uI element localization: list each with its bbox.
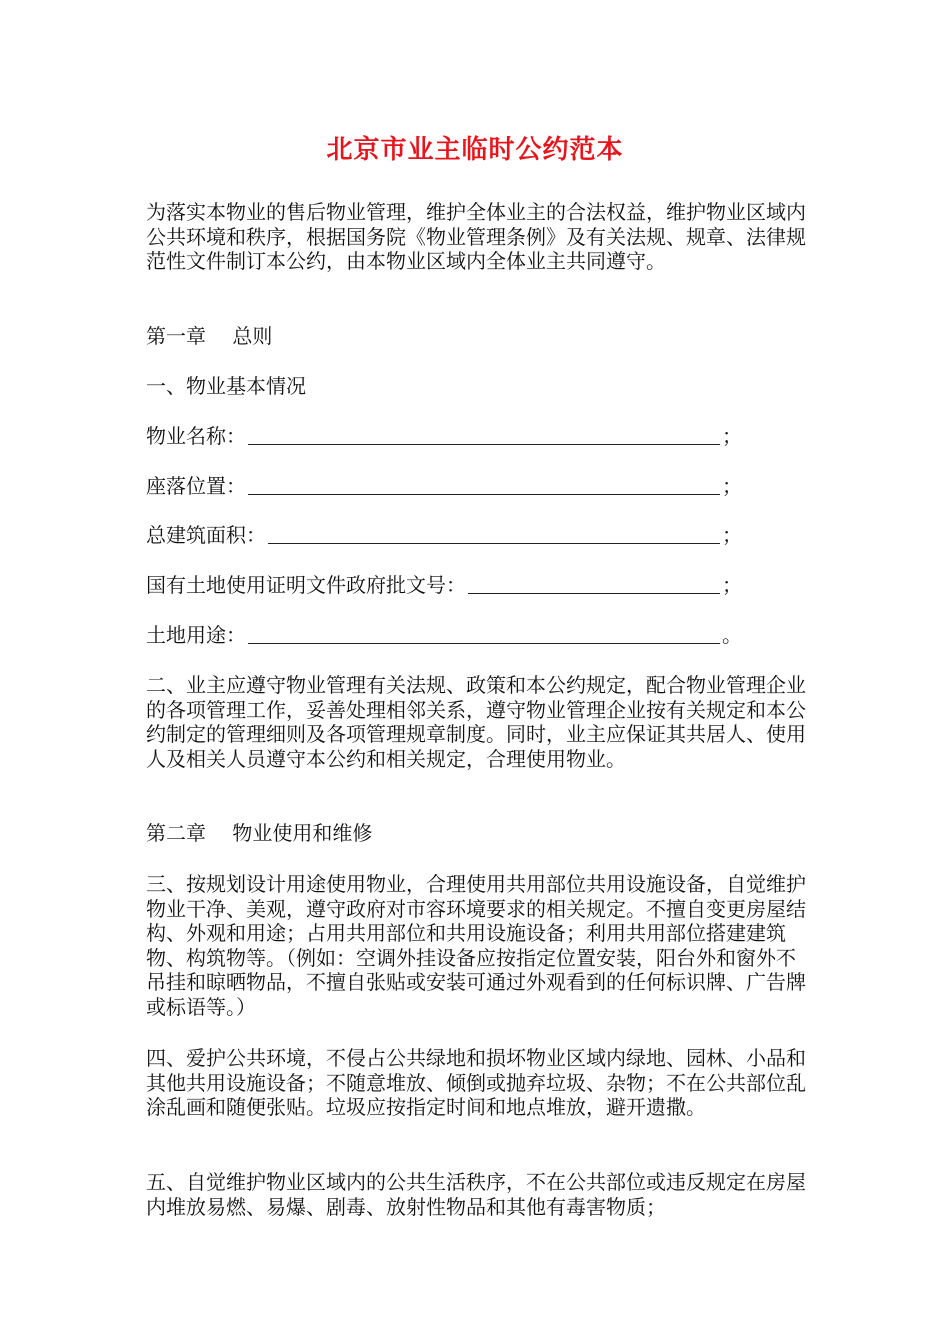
- intro-paragraph: 为落实本物业的售后物业管理，维护全体业主的合法权益，维护物业区域内公共环境和秩序，根据国务院《物业管理条例》及有关法规、规章、法律规范性文件制订本公约，由本物业区域内全体业主共同遵守。: [146, 200, 806, 273]
- field-label: 物业名称：: [146, 424, 246, 448]
- fill-in-line: [468, 573, 720, 594]
- chapter-2-heading: 第二章 物业使用和维修: [146, 821, 373, 845]
- fill-in-line: [248, 623, 720, 644]
- fill-in-line: [268, 523, 720, 544]
- location-field: [146, 472, 742, 498]
- total-area-field: [146, 521, 742, 547]
- field-end-mark: 。: [722, 623, 742, 647]
- section-1-heading: 一、物业基本情况: [146, 374, 306, 398]
- field-end-mark: ；: [722, 523, 742, 547]
- section-2-paragraph: 二、业主应遵守物业管理有关法规、政策和本公约规定，配合物业管理企业的各项管理工作，妥善处理相邻关系，遵守物业管理企业按有关规定和本公约制定的管理细则及各项管理规章制度。同时，业主应保证其共居人、使用人及相关人员遵守本公约和相关规定，合理使用物业。: [146, 673, 806, 771]
- field-end-mark: ；: [722, 573, 742, 597]
- property-name-field: [146, 422, 742, 448]
- land-use-field: [146, 621, 742, 647]
- chapter-1-heading: 第一章 总则: [146, 324, 273, 348]
- section-4-paragraph: 四、爱护公共环境，不侵占公共绿地和损坏物业区域内绿地、园林、小品和其他共用设施设备；不随意堆放、倾倒或抛弃垃圾、杂物；不在公共部位乱涂乱画和随便张贴。垃圾应按指定时间和地点堆放，避开遗撒。: [146, 1046, 806, 1119]
- field-label: 总建筑面积：: [146, 523, 266, 547]
- document-title: 北京市业主临时公约范本: [326, 135, 624, 165]
- fill-in-line: [248, 474, 720, 495]
- field-end-mark: ；: [722, 474, 742, 498]
- field-end-mark: ；: [722, 424, 742, 448]
- field-label: 土地用途：: [146, 623, 246, 647]
- section-5-paragraph: 五、自觉维护物业区域内的公共生活秩序，不在公共部位或违反规定在房屋内堆放易燃、易爆、剧毒、放射性物品和其他有毒害物质；: [146, 1170, 806, 1219]
- field-label: 国有土地使用证明文件政府批文号：: [146, 573, 466, 597]
- fill-in-line: [248, 424, 720, 445]
- section-3-paragraph: 三、按规划设计用途使用物业，合理使用共用部位共用设施设备，自觉维护物业干净、美观，遵守政府对市容环境要求的相关规定。不擅自变更房屋结构、外观和用途；占用共用部位和共用设施设备；利用共用部位搭建建筑物、构筑物等。（例如：空调外挂设备应按指定位置安装，阳台外和窗外不吊挂和晾晒物品，不擅自张贴或安装可通过外观看到的任何标识牌、广告牌或标语等。）: [146, 872, 806, 1019]
- land-approval-field: [146, 571, 742, 597]
- field-label: 座落位置：: [146, 474, 246, 498]
